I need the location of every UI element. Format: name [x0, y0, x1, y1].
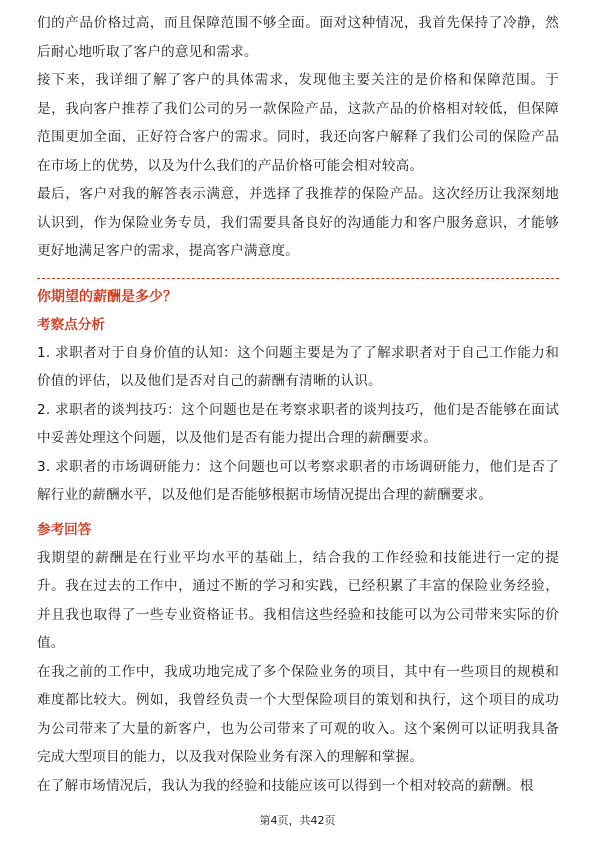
- analysis-item: 2. 求职者的谈判技巧：这个问题也是在考察求职者的谈判技巧，他们是否能够在面试中妥善处理这个问题，以及他们是否有能力提出合理的薪酬要求。: [37, 401, 559, 446]
- answer-paragraph: 在我之前的工作中，我成功地完成了多个保险业务的项目，其中有一些项目的规模和难度都比较大。例如，我曾经负责一个大型保险项目的策划和执行，这个项目的成功为公司带来了大量的新客户，也为公司带来了可观的收入。这个案例可以证明我具备完成大型项目的能力，以及我对保险业务有深入的理解和掌握。: [37, 663, 559, 765]
- body-paragraph: 最后，客户对我的解答表示满意，并选择了我推荐的保险产品。这次经历让我深刻地认识到，作为保险业务专员，我们需要具备良好的沟通能力和客户服务意识，才能够更好地满足客户的需求，提高客户满意度。: [37, 186, 559, 259]
- body-paragraph: 们的产品价格过高，而且保障范围不够全面。面对这种情况，我首先保持了冷静，然后耐心地听取了客户的意见和需求。: [37, 15, 559, 60]
- answer-paragraph: 我期望的薪酬是在行业平均水平的基础上，结合我的工作经验和技能进行一定的提升。我在过去的工作中，通过不断的学习和实践，已经积累了丰富的保险业务经验，并且我也取得了一些专业资格证书。我相信这些经验和技能可以为公司带来实际的价值。: [37, 549, 559, 651]
- document-page: [37, 0, 559, 800]
- body-paragraph: 接下来，我详细了解了客户的具体需求，发现他主要关注的是价格和保障范围。于是，我向客户推荐了我们公司的另一款保险产品，这款产品的价格相对较低，但保障范围更加全面，正好符合客户的需求。同时，我还向客户解释了我们公司的保险产品在市场上的优势，以及为什么我们的产品价格可能会相对较高。: [37, 72, 559, 174]
- analysis-heading: 考察点分析: [37, 316, 105, 333]
- answer-body: [37, 544, 559, 801]
- previous-answer-continuation: [37, 9, 559, 266]
- analysis-item: 1. 求职者对于自身价值的认知：这个问题主要是为了了解求职者对于自己工作能力和价值的评估，以及他们是否对自己的薪酬有清晰的认识。: [37, 344, 559, 389]
- analysis-list: [37, 339, 559, 510]
- analysis-item: 3. 求职者的市场调研能力：这个问题也可以考察求职者的市场调研能力，他们是否了解行业的薪酬水平，以及他们是否能够根据市场情况提出合理的薪酬要求。: [37, 458, 559, 503]
- answer-paragraph: 在了解市场情况后，我认为我的经验和技能应该可以得到一个相对较高的薪酬。根: [37, 777, 534, 794]
- answer-heading: 参考回答: [37, 521, 92, 538]
- page-number: 第4页，共42页: [259, 814, 336, 827]
- question-title: 你期望的薪酬是多少？: [37, 288, 177, 305]
- section-divider: [37, 278, 559, 279]
